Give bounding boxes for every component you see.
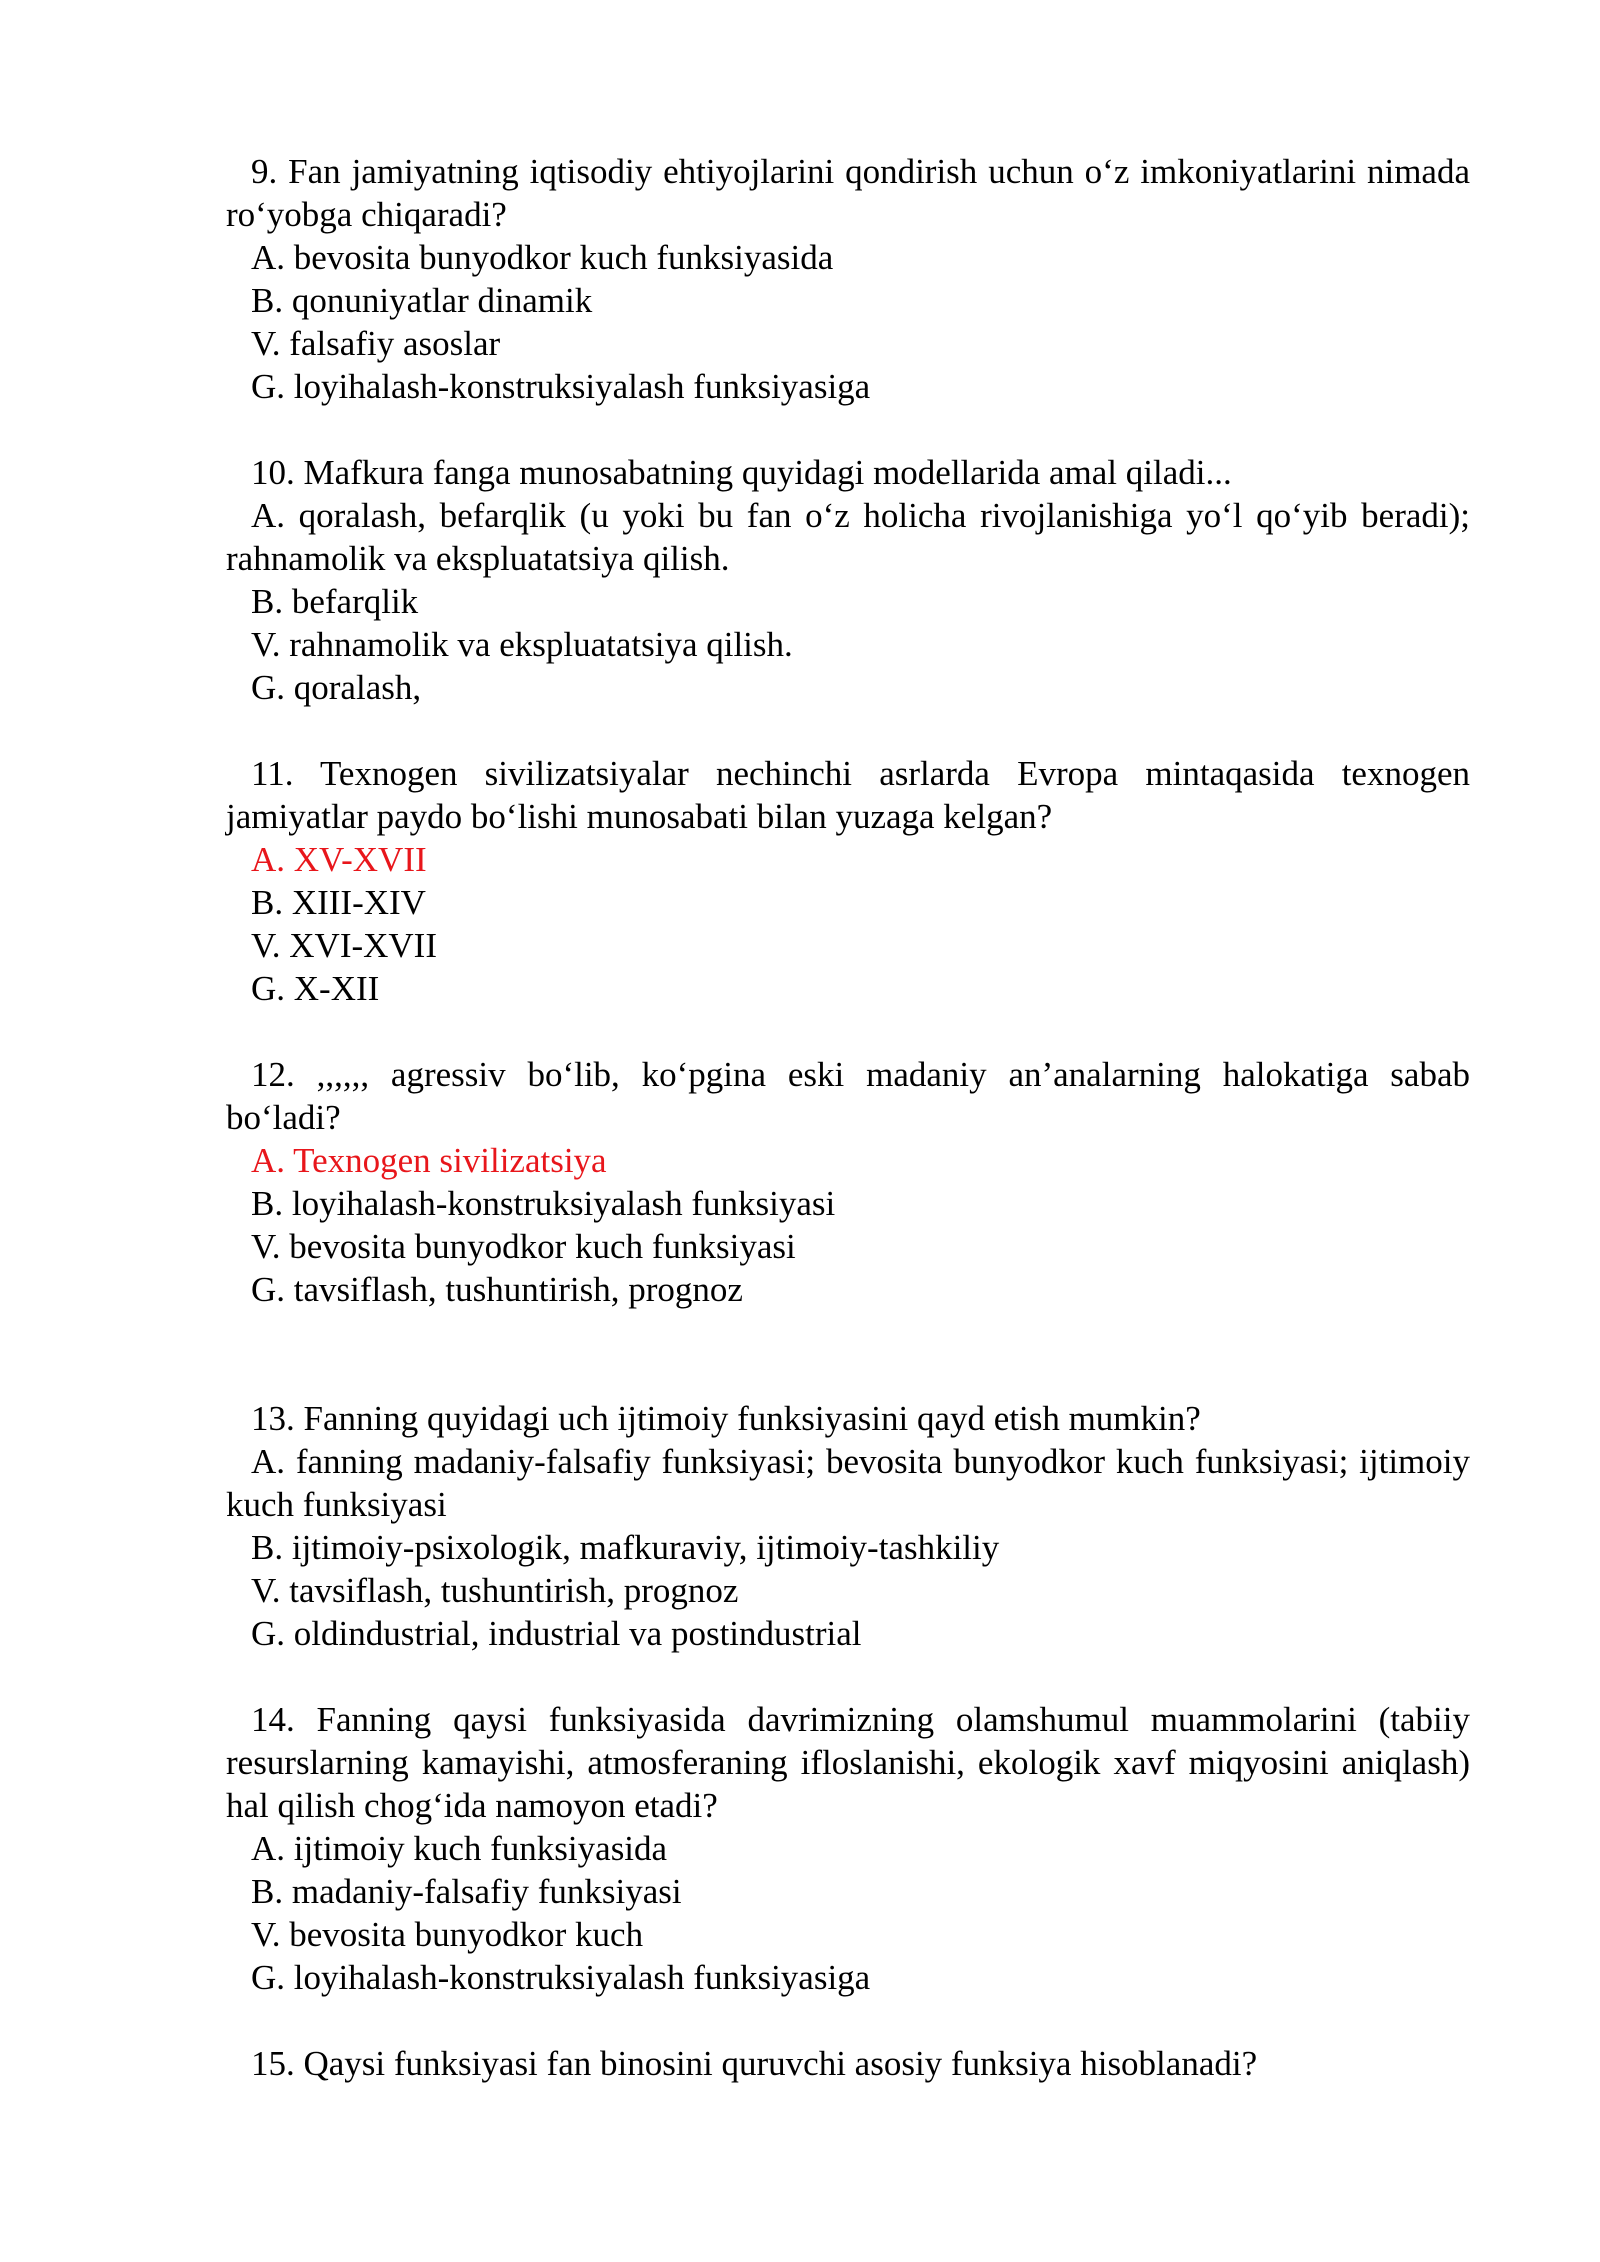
spacer	[226, 1655, 1470, 1698]
answer-option-b: B. qonuniyatlar dinamik	[251, 281, 593, 320]
spacer	[226, 408, 1470, 451]
question-stem: 14. Fanning qaysi funksiyasida davrimizning olamshumul muammolarini (tabiiy resurslarning kamayishi, atmosferaning ifloslanishi, ekologik xavf miqyosini aniqlash) hal qilish chog‘ida namoyon etadi?	[226, 1700, 1470, 1825]
answer-option-g: G. oldindustrial, industrial va postindustrial	[251, 1614, 862, 1653]
question-11	[226, 752, 1470, 1010]
answer-option-v: V. rahnamolik va ekspluatatsiya qilish.	[251, 625, 793, 664]
spacer	[226, 1311, 1470, 1397]
answer-option-v: V. bevosita bunyodkor kuch	[251, 1915, 644, 1954]
question-stem: 9. Fan jamiyatning iqtisodiy ehtiyojlarini qondirish uchun o‘z imkoniyatlarini nimada ro‘yobga chiqaradi?	[226, 152, 1470, 234]
answer-option-b: B. madaniy-falsafiy funksiyasi	[251, 1872, 682, 1911]
question-10	[226, 451, 1470, 709]
answer-option-b: B. loyihalash-konstruksiyalash funksiyasi	[251, 1184, 836, 1223]
answer-option-b: B. befarqlik	[251, 582, 419, 621]
answer-option-v: V. falsafiy asoslar	[251, 324, 501, 363]
document-page	[226, 150, 1470, 2085]
answer-option-a: A. fanning madaniy-falsafiy funksiyasi; bevosita bunyodkor kuch funksiyasi; ijtimoiy kuch funksiyasi	[226, 1442, 1470, 1524]
answer-option-b: B. XIII-XIV	[251, 883, 426, 922]
answer-option-v: V. bevosita bunyodkor kuch funksiyasi	[251, 1227, 796, 1266]
answer-option-g: G. X-XII	[251, 969, 380, 1008]
answer-option-a: A. bevosita bunyodkor kuch funksiyasida	[251, 238, 834, 277]
answer-option-v: V. tavsiflash, tushuntirish, prognoz	[251, 1571, 739, 1610]
answer-option-b: B. ijtimoiy-psixologik, mafkuraviy, ijtimoiy-tashkiliy	[251, 1528, 1000, 1567]
spacer	[226, 1010, 1470, 1053]
spacer	[226, 1999, 1470, 2042]
answer-option-g: G. tavsiflash, tushuntirish, prognoz	[251, 1270, 743, 1309]
question-stem: 12. ,,,,,, agressiv bo‘lib, ko‘pgina eski madaniy an’analarning halokatiga sabab bo‘ladi?	[226, 1055, 1470, 1137]
answer-option-g: G. loyihalash-konstruksiyalash funksiyasiga	[251, 1958, 871, 1997]
question-15	[226, 2042, 1470, 2085]
question-14	[226, 1698, 1470, 1999]
answer-option-v: V. XVI-XVII	[251, 926, 437, 965]
answer-option-a-correct: A. XV-XVII	[251, 840, 427, 879]
question-stem: 13. Fanning quyidagi uch ijtimoiy funksiyasini qayd etish mumkin?	[251, 1399, 1201, 1438]
question-13	[226, 1397, 1470, 1655]
spacer	[226, 709, 1470, 752]
answer-option-g: G. qoralash,	[251, 668, 422, 707]
answer-option-a: A. qoralash, befarqlik (u yoki bu fan o‘z holicha rivojlanishiga yo‘l qo‘yib beradi); rahnamolik va ekspluatatsiya qilish.	[226, 496, 1470, 578]
answer-option-a-correct: A. Texnogen sivilizatsiya	[251, 1141, 607, 1180]
question-stem: 11. Texnogen sivilizatsiyalar nechinchi asrlarda Evropa mintaqasida texnogen jamiyatlar paydo bo‘lishi munosabati bilan yuzaga kelgan?	[226, 754, 1470, 836]
question-stem: 15. Qaysi funksiyasi fan binosini quruvchi asosiy funksiya hisoblanadi?	[251, 2044, 1258, 2083]
question-12	[226, 1053, 1470, 1311]
question-stem: 10. Mafkura fanga munosabatning quyidagi modellarida amal qiladi...	[251, 453, 1232, 492]
answer-option-a: A. ijtimoiy kuch funksiyasida	[251, 1829, 668, 1868]
answer-option-g: G. loyihalash-konstruksiyalash funksiyasiga	[251, 367, 871, 406]
question-9	[226, 150, 1470, 408]
